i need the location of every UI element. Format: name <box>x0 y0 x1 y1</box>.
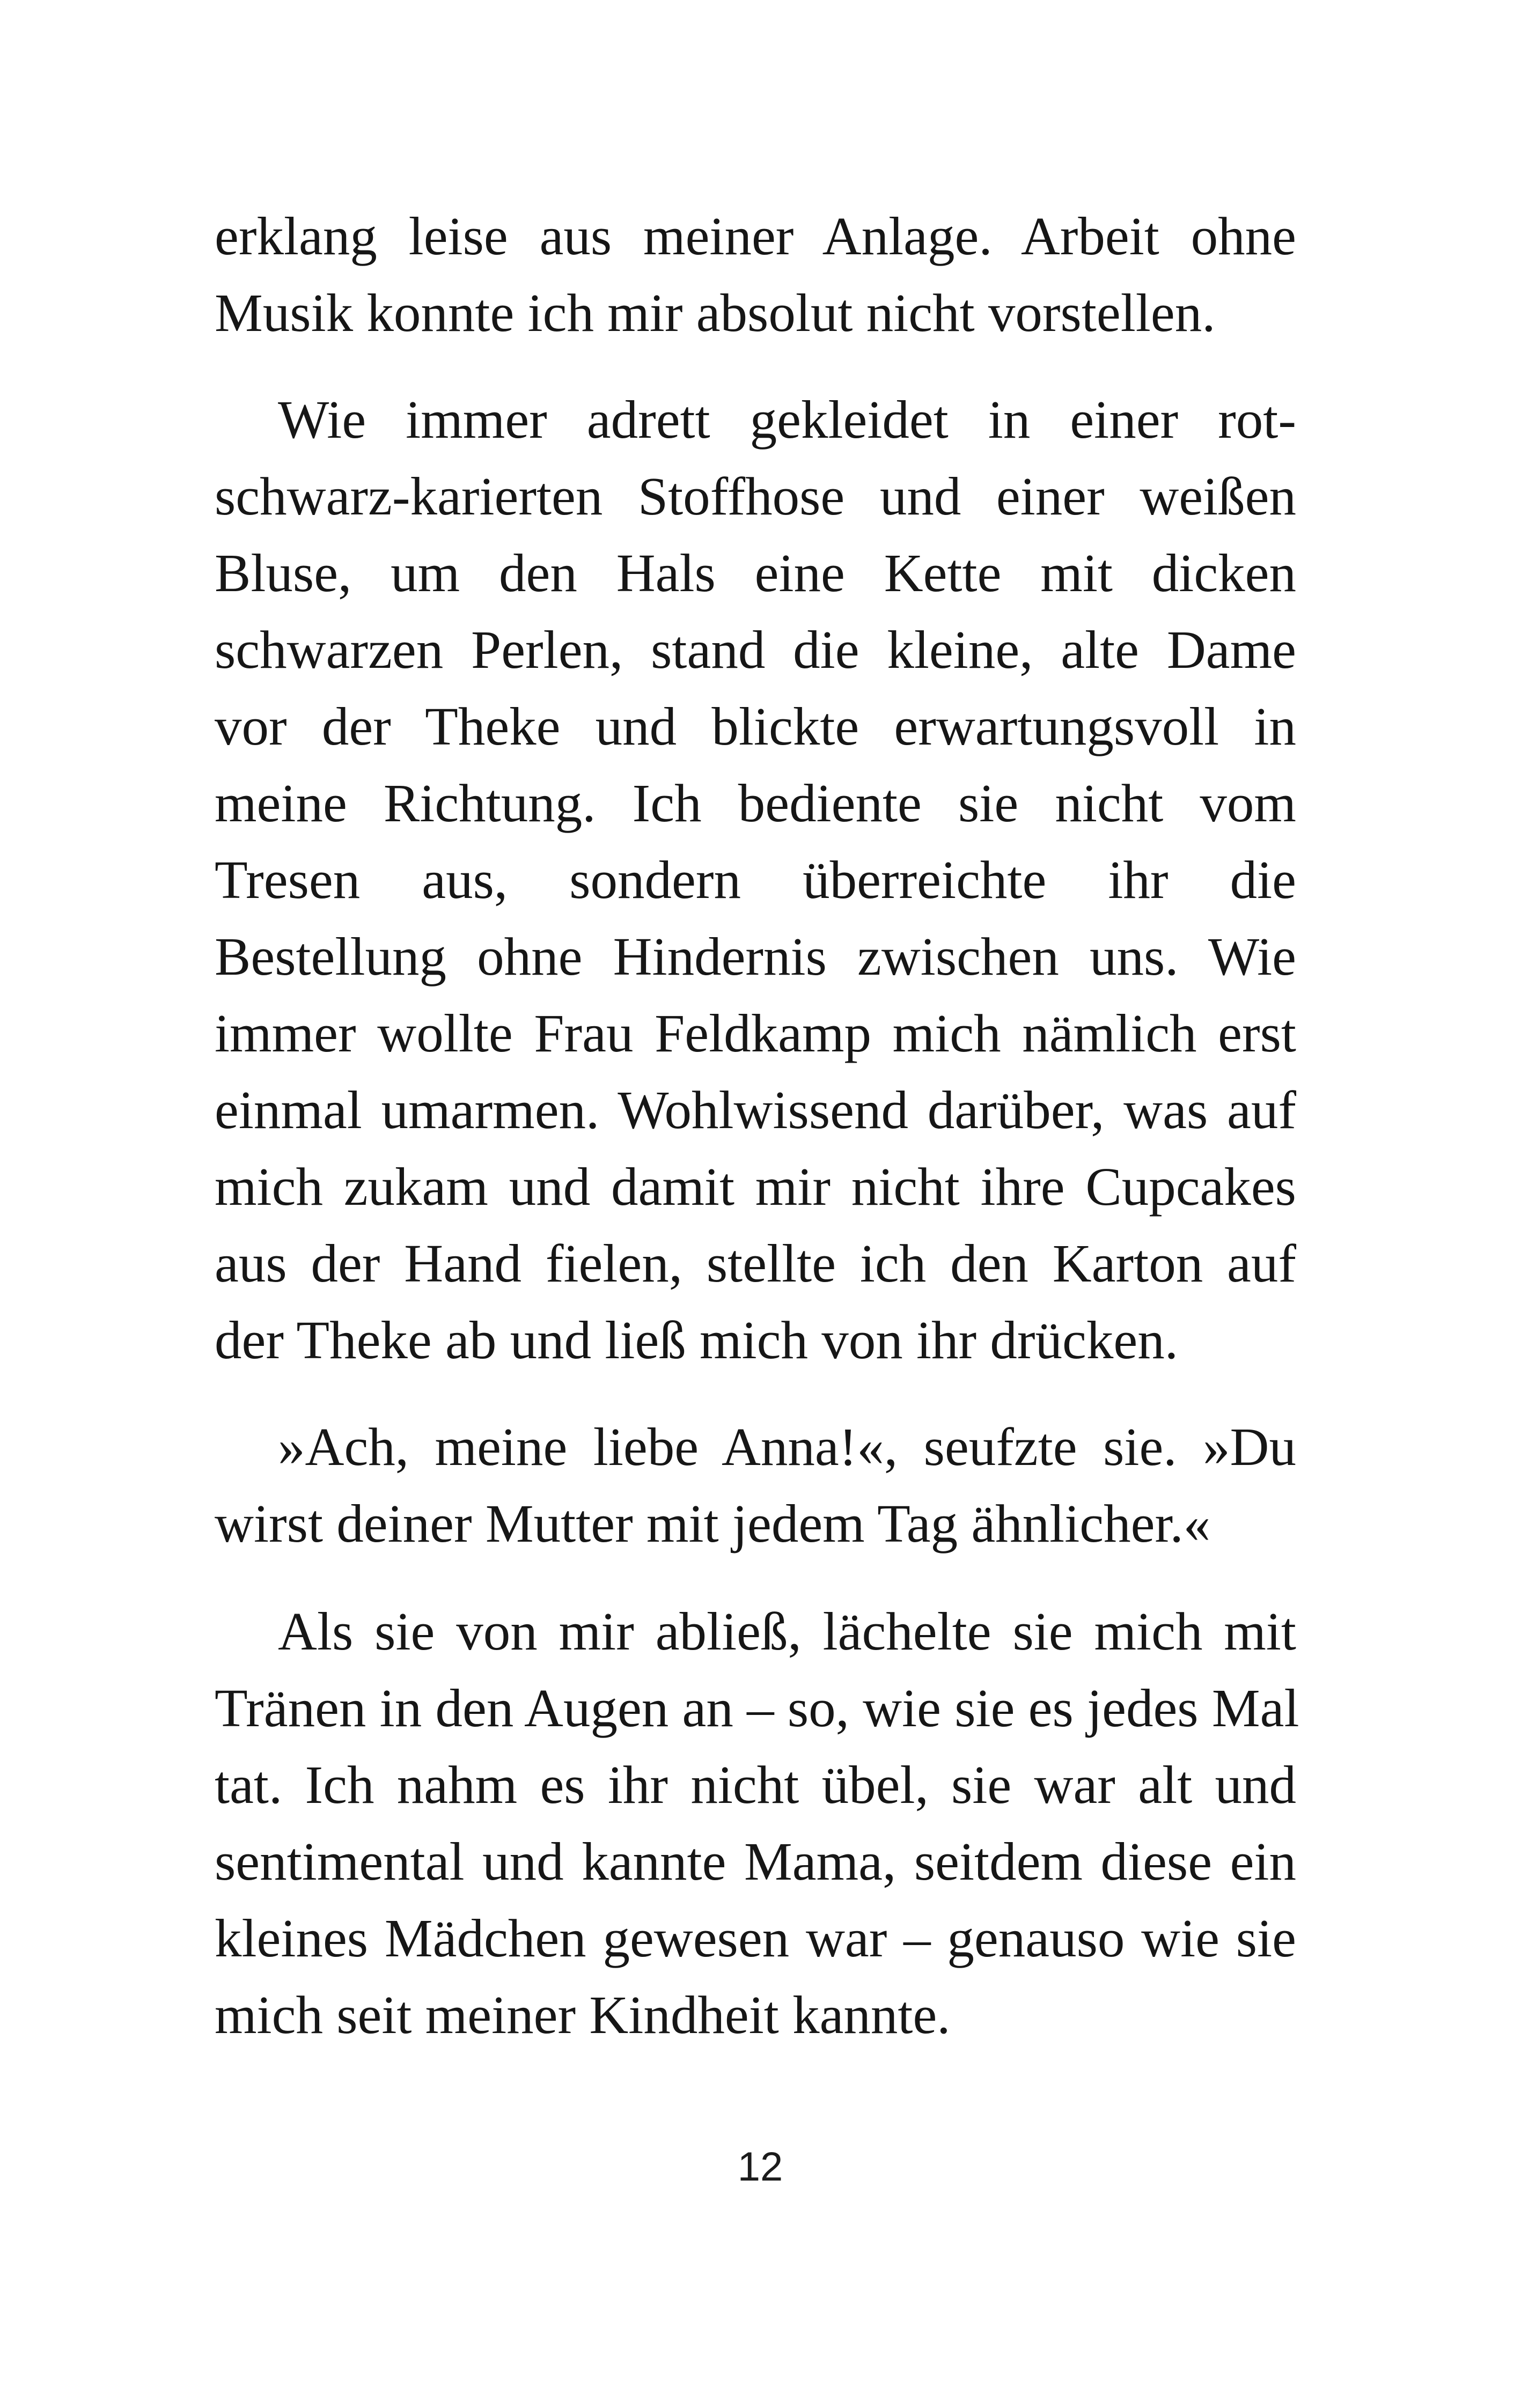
text-line: erklang leise aus meiner Anlage. Arbeit ohne <box>215 206 1296 266</box>
text-line: tat. Ich nahm es ihr nicht übel, sie war alt und <box>215 1755 1296 1815</box>
text-line: Tresen aus, sondern überreichte ihr die <box>215 850 1296 910</box>
text-line: Tränen in den Augen an – so, wie sie es jedes Mal <box>215 1678 1299 1738</box>
text-line: Als sie von mir abließ, lächelte sie mich mit <box>278 1601 1296 1661</box>
text-line: vor der Theke und blickte erwartungsvoll in <box>215 696 1296 756</box>
text-line: immer wollte Frau Feldkamp mich nämlich erst <box>215 1003 1296 1063</box>
text-line: »Ach, meine liebe Anna!«, seufzte sie. »Du <box>278 1417 1296 1477</box>
text-line: kleines Mädchen gewesen war – genauso wie sie <box>215 1908 1296 1968</box>
text-line: der Theke ab und ließ mich von ihr drücken. <box>215 1310 1178 1370</box>
text-line: Bluse, um den Hals eine Kette mit dicken <box>215 543 1296 603</box>
text-line: aus der Hand fielen, stellte ich den Karton auf <box>215 1233 1296 1293</box>
page-number: 12 <box>737 2144 783 2190</box>
text-line: schwarzen Perlen, stand die kleine, alte Dame <box>215 620 1296 680</box>
text-line: schwarz-karierten Stoffhose und einer weißen <box>215 466 1296 526</box>
text-line: sentimental und kannte Mama, seitdem diese ein <box>215 1831 1296 1891</box>
text-line: Wie immer adrett gekleidet in einer rot- <box>278 389 1296 450</box>
text-line: wirst deiner Mutter mit jedem Tag ähnlicher.« <box>215 1493 1211 1553</box>
text-line: mich zukam und damit mir nicht ihre Cupcakes <box>215 1157 1296 1217</box>
text-line: Bestellung ohne Hindernis zwischen uns. Wie <box>215 926 1296 986</box>
text-line: einmal umarmen. Wohlwissend darüber, was auf <box>215 1080 1296 1140</box>
text-line: Musik konnte ich mir absolut nicht vorstellen. <box>215 283 1216 343</box>
text-line: mich seit meiner Kindheit kannte. <box>215 1985 951 2045</box>
text-line: meine Richtung. Ich bediente sie nicht vom <box>215 773 1296 833</box>
